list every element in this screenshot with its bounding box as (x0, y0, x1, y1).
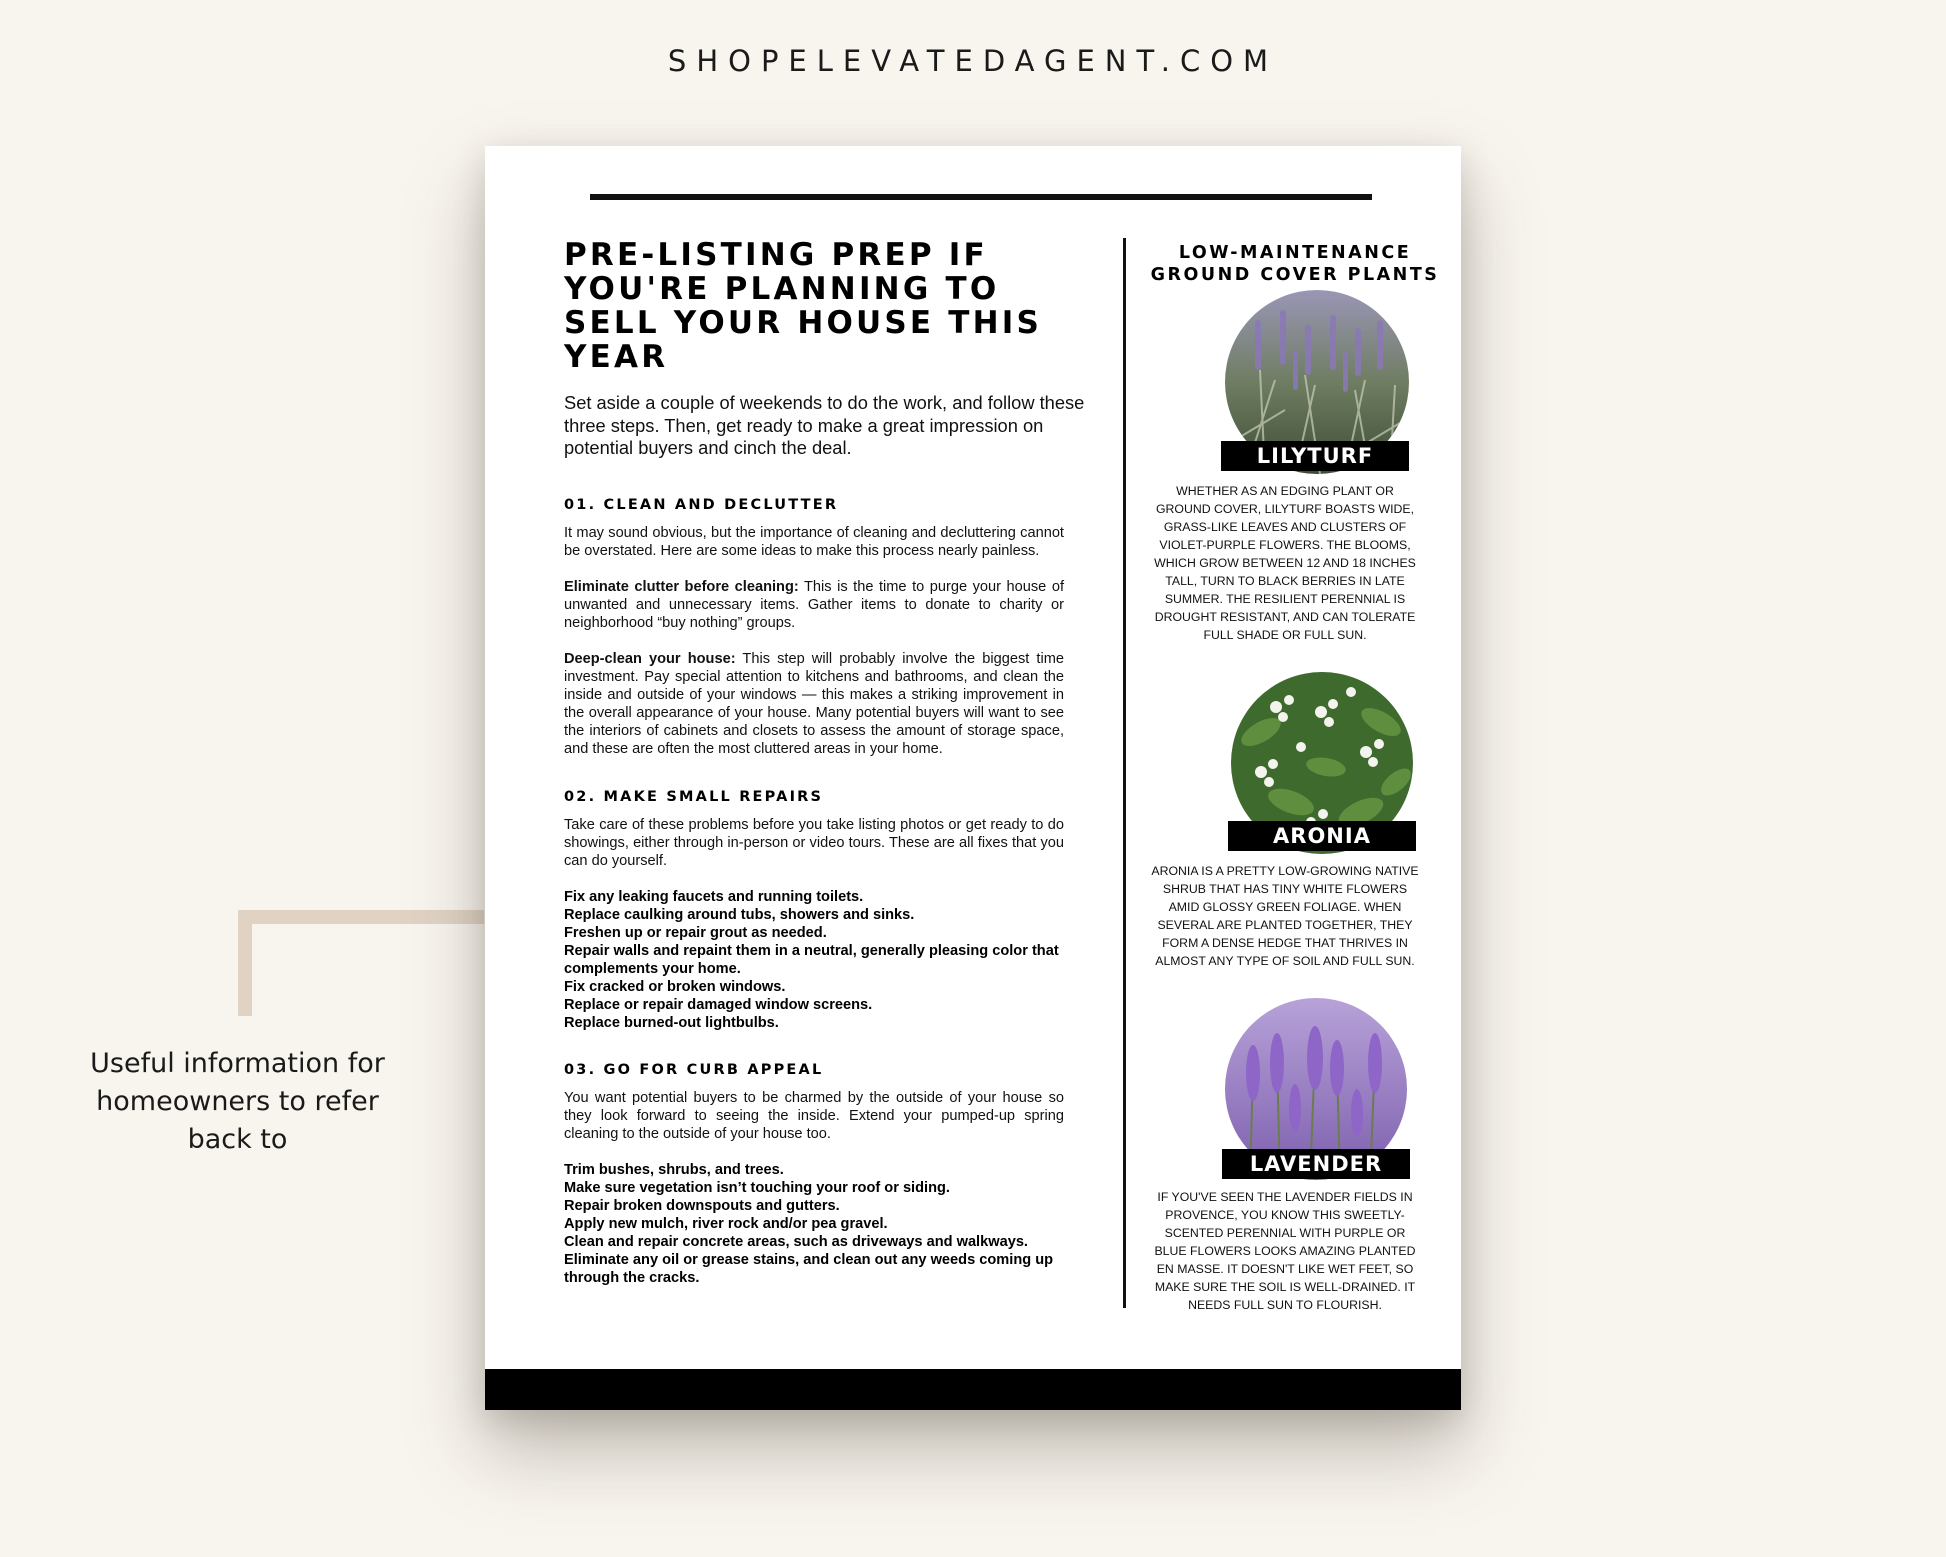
plant-description: WHETHER AS AN EDGING PLANT OR GROUND COVER, LILYTURF BOASTS WIDE, GRASS-LIKE LEAVES AND CLUSTERS OF VIOLET-PURPLE FLOWERS. THE BLOOMS, WHICH GROW BETWEEN 12 AND 18 INCHES TALL, TURN TO BLACK BERRIES IN LATE SUMMER. THE RESILIENT PERENNIAL IS DROUGHT RESISTANT, AND CAN TOLERATE FULL SHADE OR FULL SUN. (1154, 484, 1416, 642)
bottom-bar (485, 1369, 1461, 1410)
paragraph-text: This is the time to purge your house of unwanted and unnecessary items. Gather items to donate to charity or neighborhood “buy nothing” groups. (564, 578, 1065, 631)
sidebar-title (1135, 242, 1455, 286)
section-paragraph (564, 650, 1064, 758)
curb-appeal-list (564, 1161, 1074, 1287)
list-item: Trim bushes, shrubs, and trees. (564, 1161, 784, 1178)
column-divider (1123, 238, 1126, 1308)
plant-card-aronia (1135, 672, 1455, 992)
plant-card-lavender (1135, 998, 1455, 1338)
plant-label-lavender: LAVENDER (1222, 1149, 1410, 1179)
sidebar-title-line: GROUND COVER PLANTS (1150, 265, 1440, 285)
main-column (564, 238, 1104, 1287)
plant-label-aronia: ARONIA (1228, 821, 1416, 851)
list-item: Replace or repair damaged window screens. (564, 996, 873, 1013)
list-item: Freshen up or repair grout as needed. (564, 924, 827, 941)
section-paragraph (564, 524, 1064, 560)
site-url: SHOPELEVATEDAGENT.COM (667, 44, 1279, 78)
main-title: PRE-LISTING PREP IF YOU'RE PLANNING TO SELL YOUR HOUSE THIS YEAR (564, 237, 1043, 375)
paragraph-text: This step will probably involve the biggest time investment. Pay special attention to kitchens and bathrooms, and clean the inside and outside of your windows — this makes a striking improvement in the overall appearance of your house. Many potential buyers will want to see the interiors of cabinets and closets to assess the amount of storage space, and these are often the most cluttered areas in your home. (564, 650, 1064, 757)
intro-paragraph: Set aside a couple of weekends to do the work, and follow these three steps. Then, get ready to make a great impression on potential buyers and cinch the deal. (564, 392, 1085, 458)
plant-description: IF YOU'VE SEEN THE LAVENDER FIELDS IN PROVENCE, YOU KNOW THIS SWEETLY-SCENTED PERENNIAL WITH PURPLE OR BLUE FLOWERS LOOKS AMAZING PLANTED EN MASSE. IT DOESN'T LIKE WET FEET, SO MAKE SURE THE SOIL IS WELL-DRAINED. IT NEEDS FULL SUN TO FLOURISH. (1154, 1190, 1416, 1312)
list-item: Repair broken downspouts and gutters. (564, 1197, 840, 1214)
paragraph-lead: Eliminate clutter before cleaning: (564, 578, 799, 595)
section-intro: You want potential buyers to be charmed by the outside of your house so they look forward to seeing the inside. Extend your pumped-up spring cleaning to the outside of your house too. (564, 1089, 1064, 1142)
plant-label-lilyturf: LILYTURF (1221, 441, 1409, 471)
list-item: Replace burned-out lightbulbs. (564, 1014, 779, 1031)
plant-card-lilyturf (1135, 290, 1455, 650)
document-sheet (485, 146, 1461, 1410)
sidebar (1135, 242, 1455, 1312)
paragraph-lead: Deep-clean your house: (564, 650, 736, 667)
list-item: Replace caulking around tubs, showers and sinks. (564, 906, 915, 923)
top-rule (590, 194, 1372, 200)
plant-description: ARONIA IS A PRETTY LOW-GROWING NATIVE SHRUB THAT HAS TINY WHITE FLOWERS AMID GLOSSY GREEN FOLIAGE. WHEN SEVERAL ARE PLANTED TOGETHER, THEY FORM A DENSE HEDGE THAT THRIVES IN ALMOST ANY TYPE OF SOIL AND FULL SUN. (1151, 864, 1419, 968)
section-paragraph (564, 578, 1064, 632)
list-item: Clean and repair concrete areas, such as driveways and walkways. (564, 1233, 1028, 1250)
section-heading-clean: 01. CLEAN AND DECLUTTER (564, 496, 839, 513)
list-item: Make sure vegetation isn’t touching your roof or siding. (564, 1179, 950, 1196)
callout-caption: Useful information for homeowners to refer back to (90, 1048, 385, 1155)
list-item: Eliminate any oil or grease stains, and clean out any weeds coming up through the cracks. (564, 1251, 1054, 1286)
list-item: Apply new mulch, river rock and/or pea gravel. (564, 1215, 888, 1232)
paragraph-text: It may sound obvious, but the importance of cleaning and decluttering cannot be overstated. Here are some ideas to make this process nearly painless. (564, 524, 1064, 559)
list-item: Fix any leaking faucets and running toilets. (564, 888, 864, 905)
section-heading-curb-appeal: 03. GO FOR CURB APPEAL (564, 1061, 824, 1078)
list-item: Fix cracked or broken windows. (564, 978, 786, 995)
section-intro: Take care of these problems before you take listing photos or get ready to do showings, either through in-person or video tours. These are all fixes that you can do yourself. (564, 816, 1064, 869)
list-item: Repair walls and repaint them in a neutral, generally pleasing color that complements your home. (564, 942, 1059, 977)
repairs-list (564, 888, 1074, 1032)
callout-connector-line (238, 910, 484, 1016)
section-heading-repairs: 02. MAKE SMALL REPAIRS (564, 788, 824, 805)
sidebar-title-line: LOW-MAINTENANCE (1178, 243, 1412, 263)
